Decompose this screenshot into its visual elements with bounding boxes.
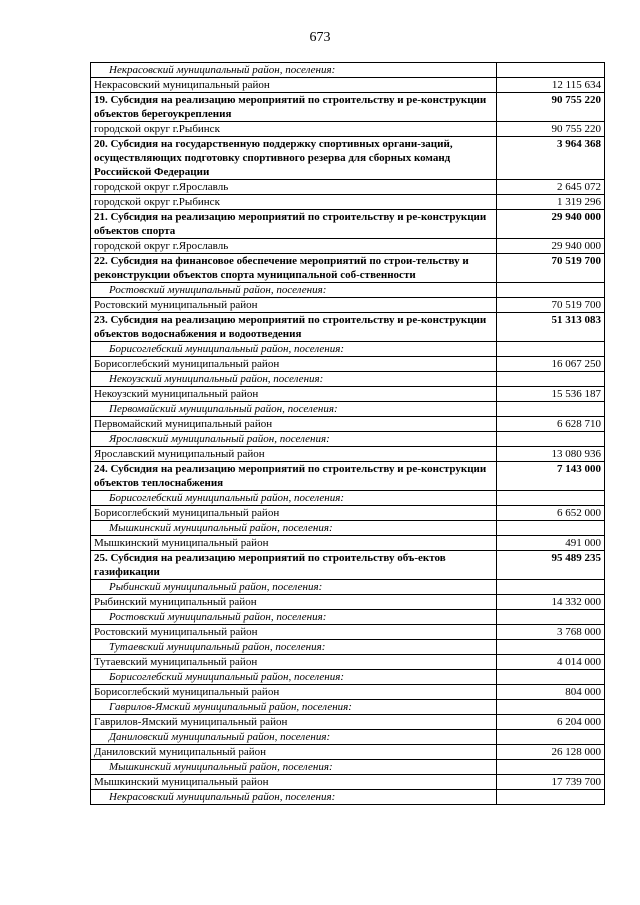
- row-name: Даниловский муниципальный район, поселения:: [91, 730, 497, 745]
- table-row: [91, 387, 605, 402]
- district-group-row: [91, 730, 605, 745]
- district-group-row: [91, 432, 605, 447]
- table-row: [91, 298, 605, 313]
- table-row: [91, 122, 605, 137]
- table-row: [91, 357, 605, 372]
- row-name: Даниловский муниципальный район: [91, 745, 497, 760]
- row-name: Борисоглебский муниципальный район: [91, 506, 497, 521]
- budget-table-body: [91, 63, 605, 805]
- district-group-row: [91, 372, 605, 387]
- row-name: Ярославский муниципальный район: [91, 447, 497, 462]
- row-amount: 1 319 296: [497, 195, 605, 210]
- row-name: 20. Субсидия на государственную поддержку спортивных органи-заций, осуществляющих подготовку спортивного резерва для сборных команд Российской Федерации: [91, 137, 497, 180]
- table-row: [91, 775, 605, 790]
- row-name: Борисоглебский муниципальный район, поселения:: [91, 491, 497, 506]
- row-name: Некрасовский муниципальный район, поселения:: [91, 790, 497, 805]
- district-group-row: [91, 760, 605, 775]
- row-amount: 90 755 220: [497, 93, 605, 122]
- row-amount: 3 768 000: [497, 625, 605, 640]
- row-amount: [497, 730, 605, 745]
- row-name: 24. Субсидия на реализацию мероприятий по строительству и ре-конструкции объектов теплоснабжения: [91, 462, 497, 491]
- subsidy-heading-row: [91, 210, 605, 239]
- row-amount: [497, 640, 605, 655]
- row-name: Мышкинский муниципальный район: [91, 775, 497, 790]
- row-name: Тутаевский муниципальный район, поселения:: [91, 640, 497, 655]
- row-name: Тутаевский муниципальный район: [91, 655, 497, 670]
- row-amount: 17 739 700: [497, 775, 605, 790]
- row-name: Ростовский муниципальный район: [91, 625, 497, 640]
- table-row: [91, 78, 605, 93]
- row-amount: [497, 63, 605, 78]
- row-name: Ярославский муниципальный район, поселения:: [91, 432, 497, 447]
- row-name: Борисоглебский муниципальный район, поселения:: [91, 670, 497, 685]
- subsidy-heading-row: [91, 93, 605, 122]
- row-name: городской округ г.Ярославль: [91, 180, 497, 195]
- district-group-row: [91, 790, 605, 805]
- table-row: [91, 685, 605, 700]
- table-row: [91, 417, 605, 432]
- row-amount: [497, 491, 605, 506]
- row-amount: 12 115 634: [497, 78, 605, 93]
- row-name: Первомайский муниципальный район: [91, 417, 497, 432]
- table-row: [91, 536, 605, 551]
- row-name: Мышкинский муниципальный район: [91, 536, 497, 551]
- table-row: [91, 655, 605, 670]
- row-name: городской округ г.Рыбинск: [91, 195, 497, 210]
- row-amount: 6 628 710: [497, 417, 605, 432]
- row-amount: [497, 283, 605, 298]
- district-group-row: [91, 700, 605, 715]
- subsidy-heading-row: [91, 254, 605, 283]
- row-name: Ростовский муниципальный район: [91, 298, 497, 313]
- row-name: Борисоглебский муниципальный район: [91, 685, 497, 700]
- budget-table: [90, 62, 605, 805]
- district-group-row: [91, 283, 605, 298]
- row-name: Борисоглебский муниципальный район: [91, 357, 497, 372]
- row-amount: 90 755 220: [497, 122, 605, 137]
- row-amount: 6 204 000: [497, 715, 605, 730]
- row-amount: 26 128 000: [497, 745, 605, 760]
- row-amount: 16 067 250: [497, 357, 605, 372]
- table-row: [91, 447, 605, 462]
- district-group-row: [91, 63, 605, 78]
- table-row: [91, 595, 605, 610]
- row-name: городской округ г.Рыбинск: [91, 122, 497, 137]
- row-name: Гаврилов-Ямский муниципальный район, поселения:: [91, 700, 497, 715]
- row-amount: 7 143 000: [497, 462, 605, 491]
- district-group-row: [91, 402, 605, 417]
- row-name: Рыбинский муниципальный район: [91, 595, 497, 610]
- row-amount: [497, 580, 605, 595]
- subsidy-heading-row: [91, 462, 605, 491]
- row-name: Мышкинский муниципальный район, поселения:: [91, 760, 497, 775]
- district-group-row: [91, 610, 605, 625]
- row-name: Мышкинский муниципальный район, поселения:: [91, 521, 497, 536]
- subsidy-heading-row: [91, 137, 605, 180]
- row-amount: [497, 760, 605, 775]
- table-row: [91, 625, 605, 640]
- table-row: [91, 180, 605, 195]
- district-group-row: [91, 640, 605, 655]
- row-amount: 804 000: [497, 685, 605, 700]
- row-name: Борисоглебский муниципальный район, поселения:: [91, 342, 497, 357]
- row-amount: 51 313 083: [497, 313, 605, 342]
- district-group-row: [91, 521, 605, 536]
- row-amount: [497, 402, 605, 417]
- table-row: [91, 745, 605, 760]
- row-name: 19. Субсидия на реализацию мероприятий по строительству и ре-конструкции объектов берегоукрепления: [91, 93, 497, 122]
- row-amount: [497, 790, 605, 805]
- row-amount: 3 964 368: [497, 137, 605, 180]
- row-amount: 6 652 000: [497, 506, 605, 521]
- row-name: Ростовский муниципальный район, поселения:: [91, 283, 497, 298]
- row-name: 21. Субсидия на реализацию мероприятий по строительству и ре-конструкции объектов спорта: [91, 210, 497, 239]
- row-name: Первомайский муниципальный район, поселения:: [91, 402, 497, 417]
- table-row: [91, 195, 605, 210]
- row-amount: 14 332 000: [497, 595, 605, 610]
- row-amount: [497, 432, 605, 447]
- row-name: городской округ г.Ярославль: [91, 239, 497, 254]
- row-amount: [497, 700, 605, 715]
- row-amount: 29 940 000: [497, 239, 605, 254]
- row-name: 25. Субсидия на реализацию мероприятий по строительству объ-ектов газификации: [91, 551, 497, 580]
- table-row: [91, 506, 605, 521]
- row-amount: 70 519 700: [497, 254, 605, 283]
- district-group-row: [91, 491, 605, 506]
- row-amount: [497, 372, 605, 387]
- row-amount: [497, 670, 605, 685]
- row-amount: 491 000: [497, 536, 605, 551]
- row-name: Рыбинский муниципальный район, поселения:: [91, 580, 497, 595]
- row-amount: [497, 610, 605, 625]
- row-amount: 2 645 072: [497, 180, 605, 195]
- row-amount: 15 536 187: [497, 387, 605, 402]
- table-row: [91, 715, 605, 730]
- district-group-row: [91, 670, 605, 685]
- page-number: 673: [309, 30, 331, 45]
- district-group-row: [91, 580, 605, 595]
- row-name: Ростовский муниципальный район, поселения:: [91, 610, 497, 625]
- row-name: Некрасовский муниципальный район: [91, 78, 497, 93]
- table-row: [91, 239, 605, 254]
- row-amount: [497, 342, 605, 357]
- row-name: Гаврилов-Ямский муниципальный район: [91, 715, 497, 730]
- row-amount: 95 489 235: [497, 551, 605, 580]
- row-amount: 70 519 700: [497, 298, 605, 313]
- row-amount: 13 080 936: [497, 447, 605, 462]
- row-amount: [497, 521, 605, 536]
- row-name: Некоузский муниципальный район: [91, 387, 497, 402]
- row-name: Некоузский муниципальный район, поселения:: [91, 372, 497, 387]
- subsidy-heading-row: [91, 313, 605, 342]
- subsidy-heading-row: [91, 551, 605, 580]
- row-amount: 29 940 000: [497, 210, 605, 239]
- row-name: 23. Субсидия на реализацию мероприятий по строительству и ре-конструкции объектов водоснабжения и водоотведения: [91, 313, 497, 342]
- district-group-row: [91, 342, 605, 357]
- row-amount: 4 014 000: [497, 655, 605, 670]
- row-name: Некрасовский муниципальный район, поселения:: [91, 63, 497, 78]
- row-name: 22. Субсидия на финансовое обеспечение мероприятий по строи-тельству и реконструкции объектов спорта муниципальной соб-ственности: [91, 254, 497, 283]
